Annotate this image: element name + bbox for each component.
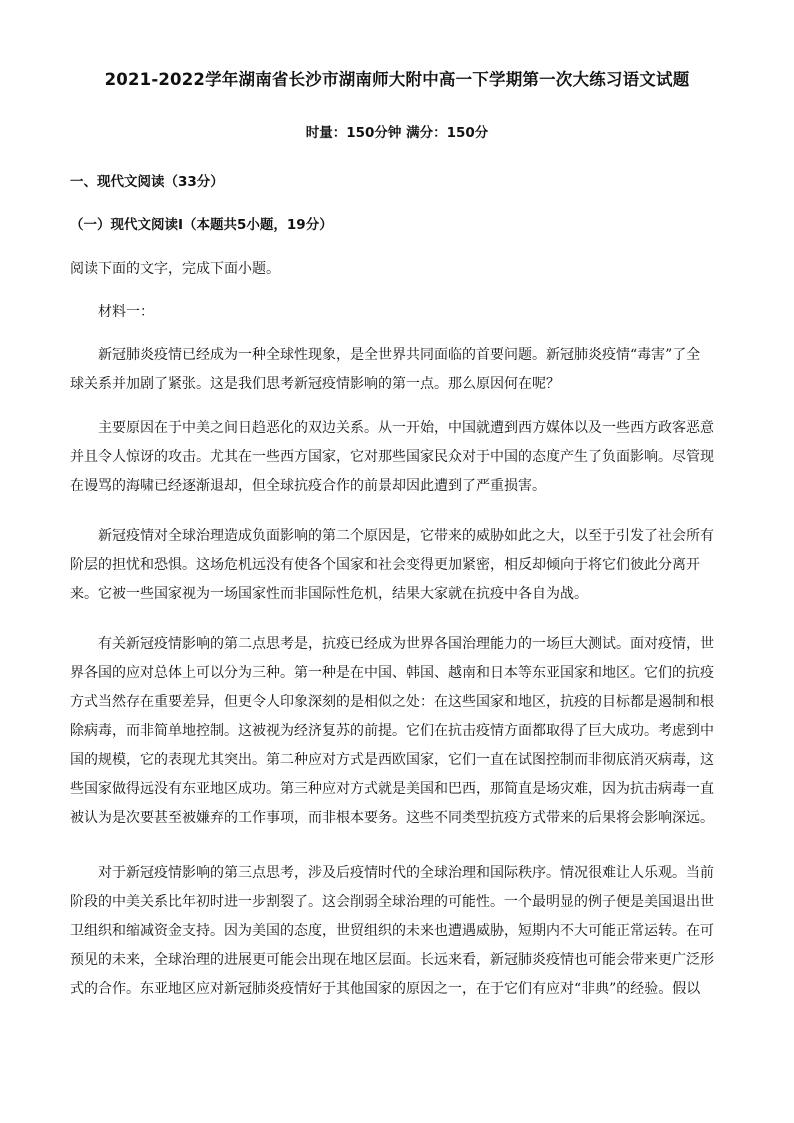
paragraph-line: 国的规模，它的表现尤其突出。第二种应对方式是西欧国家，它们一直在试图控制而非彻底消灭病毒，这 (70, 752, 714, 768)
material-label: 材料一： (98, 304, 154, 320)
paragraph-line: 并且令人惊讶的攻击。尤其在一些西方国家，它对那些国家民众对于中国的态度产生了负面影响。尽管现 (70, 449, 714, 465)
paragraph-line: 被认为是次要甚至被嫌弃的工作事项，而非根本要务。这些不同类型抗疫方式带来的后果将会影响深远。 (70, 810, 714, 826)
paragraph-line: 新冠肺炎疫情已经成为一种全球性现象，是全世界共同面临的首要问题。新冠肺炎疫情“毒害”了全 (98, 347, 701, 363)
paragraph-line: 卫组织和缩减资金支持。因为美国的态度，世贸组织的未来也遭遇威胁，短期内不大可能正常运转。在可 (70, 923, 714, 939)
paragraph-line: 方式当然存在重要差异，但更令人印象深刻的是相似之处：在这些国家和地区，抗疫的目标都是遏制和根 (70, 694, 714, 710)
paragraph-line: 新冠疫情对全球治理造成负面影响的第二个原因是，它带来的威胁如此之大，以至于引发了社会所有 (98, 528, 714, 544)
paragraph-line: 球关系并加剧了紧张。这是我们思考新冠疫情影响的第一点。那么原因何在呢？ (70, 376, 560, 392)
paragraph-line: 除病毒，而非简单地控制。这被视为经济复苏的前提。它们在抗击疫情方面都取得了巨大成功。考虑到中 (70, 723, 714, 739)
paragraph-line: 阶层的担忧和恐惧。这场危机远没有使各个国家和社会变得更加紧密，相反却倾向于将它们彼此分离开 (70, 557, 700, 573)
paragraph (70, 341, 720, 399)
document-title: 2021-2022学年湖南省长沙市湖南师大附中高一下学期第一次大练习语文试题 (104, 70, 690, 89)
paragraph-line: 式的合作。东亚地区应对新冠肺炎疫情好于其他国家的原因之一，在于它们有应对“非典”的经验。假以 (70, 981, 701, 997)
paragraph (70, 522, 720, 609)
paragraph-line: 界各国的应对总体上可以分为三种。第一种是在中国、韩国、越南和日本等东亚国家和地区。它们的抗疫 (70, 665, 714, 681)
paragraph-line: 些国家做得远没有东亚地区成功。第三种应对方式就是美国和巴西，那简直是场灾难，因为抗击病毒一直 (70, 781, 714, 797)
reading-instruction: 阅读下面的文字，完成下面小题。 (70, 261, 280, 277)
paragraph (70, 414, 720, 501)
paragraph-line: 预见的未来，全球治理的进展更可能会出现在地区层面。长远来看，新冠肺炎疫情也可能会带来更广泛形 (70, 952, 714, 968)
paragraph-line: 有关新冠疫情影响的第二点思考是，抗疫已经成为世界各国治理能力的一场巨大测试。面对疫情，世 (98, 636, 714, 652)
paragraph (70, 630, 720, 833)
paragraph-line: 在谩骂的海啸已经逐渐退却，但全球抗疫合作的前景却因此遭到了严重损害。 (70, 478, 546, 494)
paragraph (70, 859, 720, 1004)
paragraph-line: 主要原因在于中美之间日趋恶化的双边关系。从一开始，中国就遭到西方媒体以及一些西方政客恶意 (98, 420, 714, 436)
subsection-heading: （一）现代文阅读Ⅰ（本题共5小题，19分） (70, 217, 333, 233)
paragraph-line: 来。它被一些国家视为一场国家性而非国际性危机，结果大家就在抗疫中各自为战。 (70, 586, 588, 602)
paragraph-line: 对于新冠疫情影响的第三点思考，涉及后疫情时代的全球治理和国际秩序。情况很难让人乐观。当前 (98, 865, 714, 881)
section-heading: 一、现代文阅读（33分） (70, 174, 224, 190)
paragraph-line: 阶段的中美关系比年初时进一步割裂了。这会削弱全球治理的可能性。一个最明显的例子便是美国退出世 (70, 894, 714, 910)
exam-meta: 时量：150分钟 满分：150分 (305, 125, 489, 141)
